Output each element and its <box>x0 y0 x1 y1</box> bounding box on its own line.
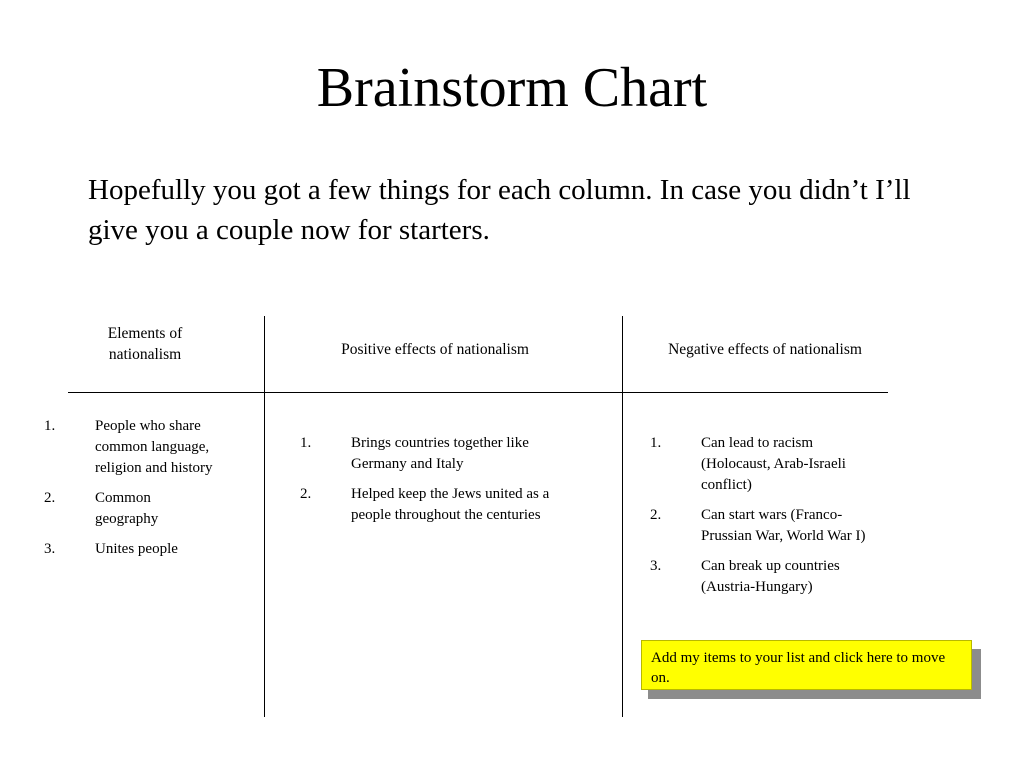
list-item <box>44 416 244 479</box>
list-item-text: Brings countries together like Germany and Italy <box>351 435 529 472</box>
elements-list <box>44 416 244 569</box>
list-item-text: Can lead to racism (Holocaust, Arab-Israeli conflict) <box>701 435 846 493</box>
header-elements-of-nationalism: Elements of nationalism <box>107 325 183 363</box>
list-item-number: 2. <box>300 486 312 502</box>
list-item-number: 3. <box>650 558 662 574</box>
list-item-number: 2. <box>650 507 662 523</box>
list-item-number: 1. <box>650 435 662 451</box>
list-item <box>300 433 600 475</box>
list-item-number: 3. <box>44 541 56 557</box>
list-item-text: Unites people <box>95 541 178 557</box>
header-divider <box>68 392 888 393</box>
list-item <box>300 484 600 526</box>
list-item-text: Helped keep the Jews united as a people throughout the centuries <box>351 486 550 523</box>
negative-effects-list <box>650 433 890 607</box>
list-item <box>44 539 244 560</box>
list-item <box>650 556 890 598</box>
list-item <box>44 488 244 530</box>
column-divider-right <box>622 316 623 717</box>
move-on-button[interactable]: Add my items to your list and click here to move on. <box>641 640 972 690</box>
list-item-number: 2. <box>44 490 56 506</box>
positive-effects-list <box>300 433 600 535</box>
list-item-text: Can start wars (Franco-Prussian War, World War I) <box>701 507 866 544</box>
intro-text: Hopefully you got a few things for each column. In case you didn’t I’ll give you a couple now for starters. <box>88 174 911 246</box>
list-item-text: Can break up countries (Austria-Hungary) <box>701 558 840 595</box>
list-item <box>650 505 890 547</box>
column-divider-left <box>264 316 265 717</box>
list-item <box>650 433 890 496</box>
header-negative-effects: Negative effects of nationalism <box>668 341 862 358</box>
list-item-text: Common geography <box>95 490 159 527</box>
slide-title: Brainstorm Chart <box>316 57 708 119</box>
list-item-number: 1. <box>44 418 56 434</box>
list-item-number: 1. <box>300 435 312 451</box>
list-item-text: People who share common language, religion and history <box>95 418 213 476</box>
header-positive-effects: Positive effects of nationalism <box>341 341 529 358</box>
